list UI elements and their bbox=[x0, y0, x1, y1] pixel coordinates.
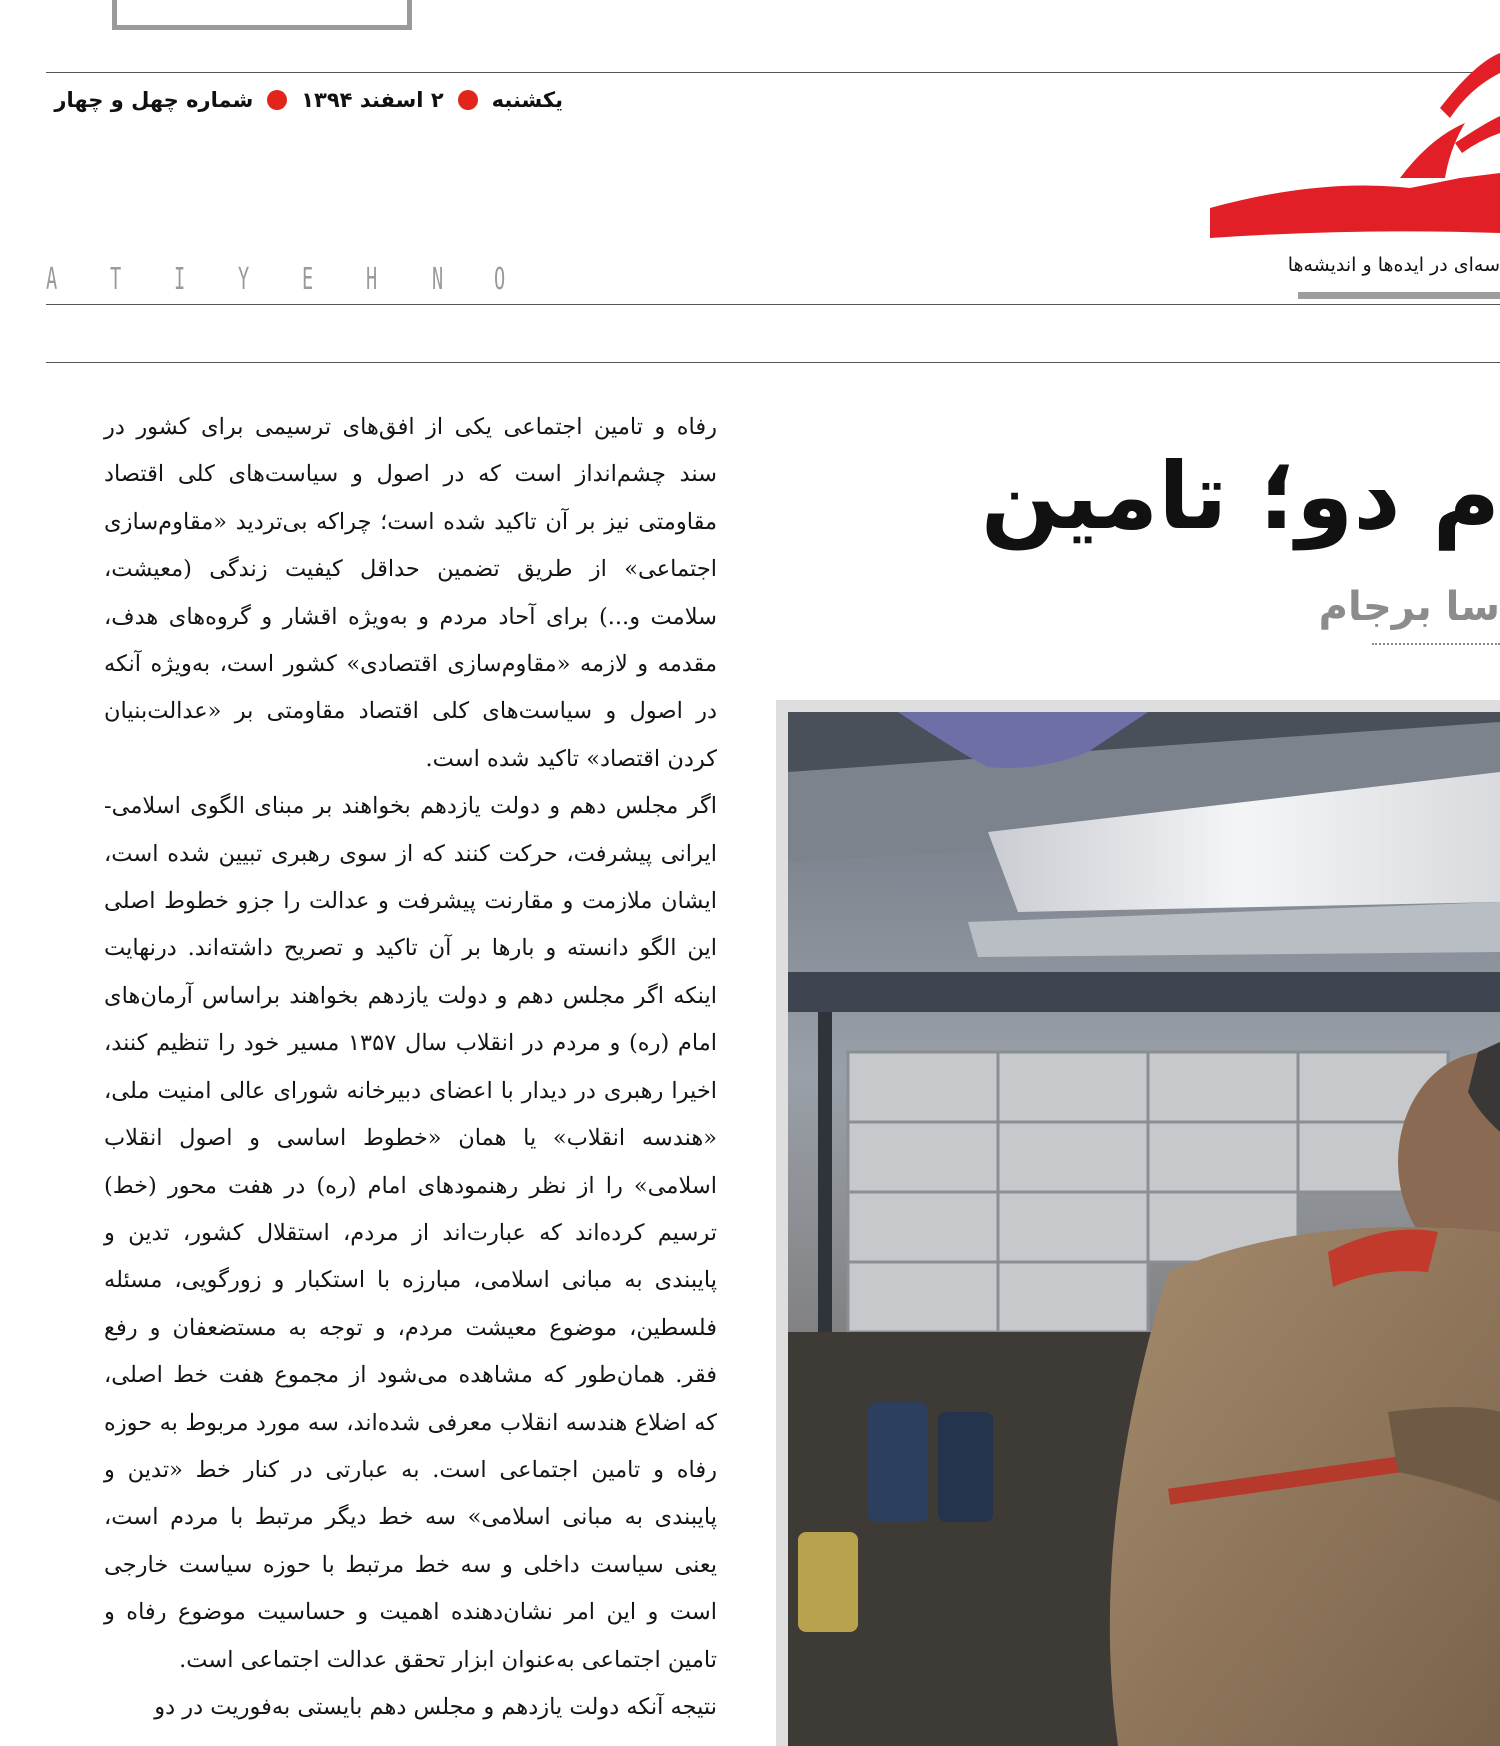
stencil-letter: A bbox=[46, 262, 58, 297]
issue-date: ۲ اسفند ۱۳۹۴ bbox=[301, 88, 444, 112]
issue-day: یکشنبه bbox=[491, 88, 563, 112]
header-middle-rule bbox=[46, 304, 1500, 305]
stencil-letter: T bbox=[110, 262, 122, 297]
article-subheadline: سا برجام bbox=[1318, 584, 1500, 630]
top-frame-decoration bbox=[112, 0, 412, 30]
article-paragraph: نتیجه آنکه دولت یازدهم و مجلس دهم بایستی به‌فوریت در دو bbox=[154, 1693, 717, 1720]
red-bullet-icon bbox=[458, 90, 478, 110]
red-bullet-icon bbox=[267, 90, 287, 110]
stencil-letter: I bbox=[174, 262, 186, 297]
newspaper-logo bbox=[1200, 28, 1500, 248]
stencil-letter: Y bbox=[238, 262, 250, 297]
subheadline-dotted-rule bbox=[1372, 643, 1500, 645]
article-paragraph: رفاه و تامین اجتماعی یکی از افق‌های ترسیمی برای کشور در سند چشم‌انداز است که در اصول و سیاست‌های کلی اقتصاد مقاومتی نیز بر آن تاکید شده است؛ چراکه بی‌تردید «مقاوم‌سازی اجتماعی» از طریق تضمین حداقل کیفیت زندگی (معیشت، سلامت و...) برای آحاد مردم و به‌ویژه اقشار و گروه‌های هدف، مقدمه و لازمه «مقاوم‌سازی اقتصادی» کشور است، به‌ویژه آنکه در اصول و سیاست‌های کلی اقتصاد مقاومتی بر «عدالت‌بنیان کردن اقتصاد» تاکید شده است. bbox=[104, 414, 717, 772]
issue-number: شماره چهل و چهار bbox=[54, 88, 254, 112]
stencil-letter: E bbox=[302, 262, 314, 297]
article-paragraph: اگر مجلس دهم و دولت یازدهم بخواهند بر مبنای الگوی اسلامی- ایرانی پیشرفت، حرکت کنند که از سوی رهبری تبیین شده است، ایشان ملازمت و مقارنت پیشرفت و عدالت را جزو خطوط اصلی این الگو دانسته و بارها بر آن تاکید و تصریح داشته‌اند. درنهایت اینکه اگر مجلس دهم و دولت یازدهم بخواهند براساس آرمان‌های امام (ره) و مردم در انقلاب سال ۱۳۵۷ مسیر خود را تنظیم کنند، اخیرا رهبری در دیدار با اعضای دبیرخانه شورای عالی امنیت ملی، «هندسه انقلاب» یا همان «خطوط اساسی و اصول انقلاب اسلامی» را از نظر رهنمودهای امام (ره) در هفت محور (خط) ترسیم کرده‌اند که عبارت‌اند از مردم، استقلال کشور، تدین و پایبندی به مبانی اسلامی، مبارزه با استکبار و زورگویی، مسئله فلسطین، موضوع معیشت مردم، و توجه به مستضعفان و رفع فقر. همان‌طور که مشاهده می‌شود از مجموع هفت خط اصلی، که اضلاع هندسه انقلاب معرفی شده‌اند، سه مورد مربوط به حوزه رفاه و تامین اجتماعی است. به عبارتی در کنار خط «تدین و پایبندی به مبانی اسلامی» سه خط دیگر مرتبط با مردم است، یعنی سیاست داخلی و سه خط مرتبط با حوزه سیاست خارجی است و این امر نشان‌دهنده اهمیت و حساسیت موضوع رفاه و تامین اجتماعی به‌عنوان ابزار تحقق عدالت اجتماعی است. bbox=[104, 793, 717, 1673]
article-headline: م دو؛ تامین bbox=[980, 443, 1500, 550]
header-bottom-rule bbox=[46, 362, 1500, 363]
tagline-underline bbox=[1298, 292, 1500, 299]
factory-worker-photo bbox=[788, 712, 1500, 1746]
stencil-masthead bbox=[46, 262, 516, 296]
stencil-letter: O bbox=[494, 262, 506, 297]
issue-dateline bbox=[48, 82, 563, 118]
article-body bbox=[104, 404, 717, 1731]
stencil-letter: H bbox=[366, 262, 378, 297]
masthead-tagline: سه‌ای در ایده‌ها و اندیشه‌ها bbox=[1287, 254, 1500, 276]
stencil-letter: N bbox=[432, 262, 444, 297]
